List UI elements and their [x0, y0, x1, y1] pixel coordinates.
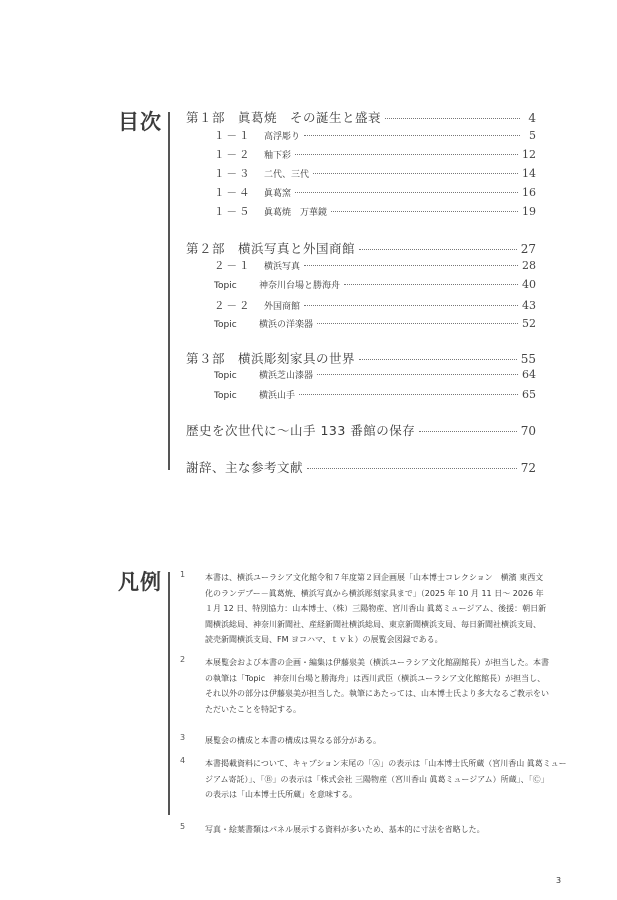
- toc-entry-label: [186, 147, 291, 162]
- note-line: 聞横浜総局、神奈川新聞社、産経新聞社横浜総局、東京新聞横浜支局、毎日新聞社横浜支局、: [205, 619, 541, 629]
- note-line: １月 12 日、特別協力：山本博士、（株）三陽物産、宮川香山 眞葛ミュージアム、後援：朝日新: [205, 604, 547, 613]
- note-line: 写真・絵葉書類はパネル展示する資料が多いため、基本的に寸法を省略した。: [205, 825, 485, 834]
- toc-entry-number: １－５: [214, 206, 252, 218]
- toc-entry: [186, 239, 536, 257]
- toc-entry: [186, 258, 536, 273]
- toc-entry-number: １－４: [214, 187, 252, 199]
- toc-entry-label: [186, 278, 340, 291]
- note-line: ジアム寄託）」、「Ⓑ」の表示は「株式会社 三陽物産（宮川香山 眞葛ミュージアム）所蔵」、「Ⓒ」: [205, 774, 549, 784]
- toc-page-number: 64: [522, 368, 536, 381]
- toc-entry-title: 横浜写真: [264, 262, 301, 272]
- note-line: 本書は、横浜ユーラシア文化館令和７年度第２回企画展「山本博士コレクション 横濱 東西文: [205, 573, 544, 582]
- toc-entry-number: １－１: [214, 130, 252, 142]
- contents-title: 目次: [118, 110, 162, 134]
- page-number: 3: [556, 876, 562, 885]
- toc-entry-title: 眞葛焼 万華鏡: [264, 208, 328, 218]
- toc-entry-label: [186, 185, 291, 200]
- toc-entry-title: 釉下彩: [264, 151, 292, 161]
- toc-entry-label: [186, 258, 300, 273]
- dot-leader: [385, 118, 520, 119]
- toc-page-number: 5: [529, 129, 536, 142]
- toc-entry-label: [186, 204, 327, 219]
- dot-leader: [344, 284, 518, 285]
- toc-entry-title: 高浮彫り: [264, 132, 301, 142]
- toc-entry-title: 眞葛窯: [264, 189, 292, 199]
- note-line: の表示は「山本博士氏所蔵」を意味する。: [205, 790, 357, 799]
- toc-entry-label: [186, 317, 313, 330]
- toc-entry: [186, 349, 536, 367]
- toc-entry-label: [186, 388, 295, 401]
- dot-leader: [304, 305, 518, 306]
- dot-leader: [317, 323, 518, 324]
- toc-entry-number: Topic: [214, 320, 237, 330]
- toc-page-number: 27: [520, 242, 536, 256]
- toc-page-number: 52: [522, 317, 536, 330]
- toc-page-number: 12: [522, 148, 536, 161]
- note-item: [180, 570, 547, 648]
- toc-entry-title: 二代、三代: [264, 170, 310, 180]
- note-text: [205, 655, 549, 717]
- toc-entry-label: [186, 298, 300, 313]
- note-number: 2: [180, 655, 186, 664]
- note-number: 4: [180, 756, 186, 765]
- dot-leader: [304, 265, 518, 266]
- toc-page-number: 72: [520, 461, 536, 475]
- dot-leader: [331, 211, 518, 212]
- toc-entry: [186, 421, 536, 439]
- note-text: [205, 822, 485, 838]
- toc-entry: [186, 317, 536, 330]
- toc-entry-label: 第２部 横浜写真と外国商館: [186, 241, 356, 256]
- toc-page-number: 70: [520, 424, 536, 438]
- note-text: [205, 570, 546, 648]
- toc-entry-number: １－３: [214, 168, 252, 180]
- toc-page-number: 43: [522, 299, 536, 312]
- note-number: 5: [180, 822, 186, 831]
- note-line: の執筆は「Topic 神奈川台場と勝海舟」は西川武臣（横浜ユーラシア文化館館長）が担当し、: [205, 673, 546, 683]
- note-item: [180, 733, 525, 749]
- toc-entry-label: [186, 128, 300, 143]
- toc-entry-title: 外国商館: [264, 302, 301, 312]
- contents-divider: [168, 112, 170, 470]
- toc-entry: [186, 147, 536, 162]
- toc-entry: [186, 298, 536, 313]
- notes-divider: [168, 572, 170, 815]
- note-item: [180, 756, 567, 803]
- note-number: 3: [180, 733, 186, 742]
- note-line: それ以外の部分は伊藤泉美が担当した。執筆にあたっては、山本博士氏より多大なるご教示をい: [205, 689, 549, 698]
- note-line: 本書掲載資料について、キャプション末尾の「Ⓐ」の表示は「山本博士氏所蔵（宮川香山 眞葛ミュー: [205, 759, 567, 768]
- toc-entry-number: Topic: [214, 391, 237, 401]
- toc-entry-label: [186, 166, 309, 181]
- toc-entry-title: 横浜芝山漆器: [259, 371, 314, 381]
- note-line: 展覧会の構成と本書の構成は異なる部分がある。: [205, 736, 381, 745]
- toc-entry: [186, 128, 536, 143]
- toc-entry-title: 神奈川台場と勝海舟: [259, 281, 341, 291]
- toc-entry-label: 第３部 横浜彫刻家具の世界: [186, 351, 356, 366]
- note-number: 1: [180, 570, 186, 579]
- toc-page-number: 14: [522, 167, 536, 180]
- note-line: 読売新聞横浜支局、FM ヨコハマ、ｔｖｋ）の展覧会図録である。: [205, 635, 443, 644]
- toc-entry-label: 第１部 眞葛焼 その誕生と盛衰: [186, 110, 382, 125]
- note-text: [205, 733, 381, 749]
- toc-entry-number: ２－１: [214, 260, 252, 272]
- toc-entry-title: 横浜の洋楽器: [259, 320, 314, 330]
- toc-entry-title: 横浜山手: [259, 391, 296, 401]
- toc-page-number: 16: [522, 186, 536, 199]
- toc-entry-number: Topic: [214, 281, 237, 291]
- note-item: [180, 822, 525, 838]
- toc-entry: [186, 368, 536, 381]
- toc-page-number: 55: [520, 352, 536, 366]
- toc-entry: [186, 166, 536, 181]
- note-text: [205, 756, 567, 803]
- toc-entry-label: 歴史を次世代に～山手 133 番館の保存: [186, 423, 416, 438]
- note-line: 本展覧会および本書の企画・編集は伊藤泉美（横浜ユーラシア文化館副館長）が担当した。本書: [205, 658, 549, 667]
- toc-entry-label: [186, 368, 313, 381]
- toc-entry-label: 謝辞、主な参考文献: [186, 460, 304, 475]
- toc-page-number: 40: [522, 278, 536, 291]
- toc-page-number: 19: [522, 205, 536, 218]
- dot-leader: [359, 359, 517, 360]
- note-line: 化のランデブー－眞葛焼、横浜写真から横浜彫刻家具まで」（2025 年 10 月 11 日～ 2026 年: [205, 588, 544, 598]
- dot-leader: [295, 192, 518, 193]
- toc-entry: [186, 108, 536, 126]
- note-line: ただいたことを特記する。: [205, 704, 301, 714]
- toc-entry: [186, 185, 536, 200]
- dot-leader: [307, 468, 517, 469]
- toc-entry: [186, 278, 536, 291]
- toc-page-number: 65: [522, 388, 536, 401]
- note-item: [180, 655, 549, 717]
- toc-page-number: 4: [528, 111, 536, 125]
- dot-leader: [419, 431, 516, 432]
- toc-entry: [186, 458, 536, 476]
- dot-leader: [299, 394, 518, 395]
- toc-entry: [186, 204, 536, 219]
- toc-entry: [186, 388, 536, 401]
- dot-leader: [313, 173, 518, 174]
- dot-leader: [295, 154, 518, 155]
- dot-leader: [359, 249, 517, 250]
- toc-page-number: 28: [522, 259, 536, 272]
- dot-leader: [317, 374, 518, 375]
- toc-entry-number: １－２: [214, 149, 252, 161]
- toc-entry-number: Topic: [214, 371, 237, 381]
- dot-leader: [304, 135, 520, 136]
- notes-title: 凡例: [118, 570, 162, 594]
- toc-entry-number: ２－２: [214, 300, 252, 312]
